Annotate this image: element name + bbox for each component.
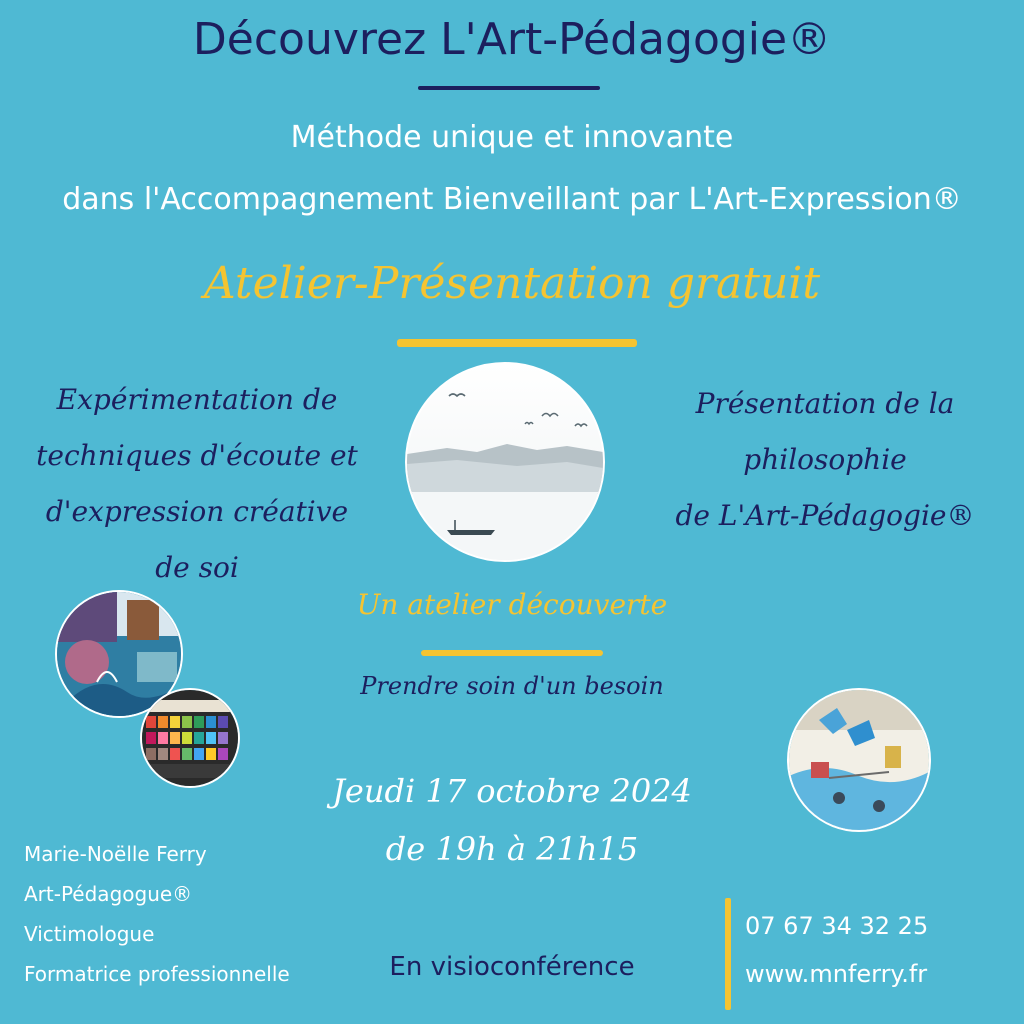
contact-website-link[interactable]: www.mnferry.fr — [745, 960, 928, 988]
discovery-subtitle: Prendre soin d'un besoin — [360, 672, 664, 700]
title-brand: L'Art-Pédagogie® — [440, 14, 832, 65]
discovery-divider — [421, 650, 603, 656]
page-title — [0, 14, 1024, 65]
presenter-role: Art-Pédagogue® — [24, 882, 193, 906]
collage-photo — [787, 688, 931, 832]
discovery-title: Un atelier découverte — [356, 588, 668, 621]
title-prefix: Découvrez — [192, 14, 441, 65]
right-column-line: philosophie — [743, 443, 907, 476]
event-time: de 19h à 21h15 — [385, 830, 639, 868]
right-column-line: Présentation de la — [695, 387, 955, 420]
left-column-line: techniques d'écoute et — [36, 439, 358, 472]
event-date: Jeudi 17 octobre 2024 — [332, 772, 692, 810]
lake-illustration — [407, 364, 603, 560]
contact-phone[interactable]: 07 67 34 32 25 — [745, 912, 929, 940]
left-column-line: de soi — [155, 551, 239, 584]
left-column — [12, 372, 382, 596]
subtitle-line-1: Méthode unique et innovante — [290, 120, 734, 155]
workshop-title: Atelier-Présentation gratuit — [203, 258, 821, 309]
presenter-role: Victimologue — [24, 922, 155, 946]
left-column-line: Expérimentation de — [56, 383, 338, 416]
title-underline — [418, 86, 600, 90]
workshop-divider — [397, 339, 637, 347]
presenter-name: Marie-Noëlle Ferry — [24, 842, 207, 866]
right-column-line: de L'Art-Pédagogie® — [675, 499, 975, 532]
subtitle-line-2: dans l'Accompagnement Bienveillant par L'Art-Expression® — [62, 182, 962, 217]
event-mode: En visioconférence — [389, 952, 635, 982]
lake-photo — [405, 362, 605, 562]
presenter-role: Formatrice professionnelle — [24, 962, 290, 986]
contact-divider — [725, 898, 731, 1010]
right-column — [640, 376, 1010, 544]
left-column-line: d'expression créative — [45, 495, 349, 528]
